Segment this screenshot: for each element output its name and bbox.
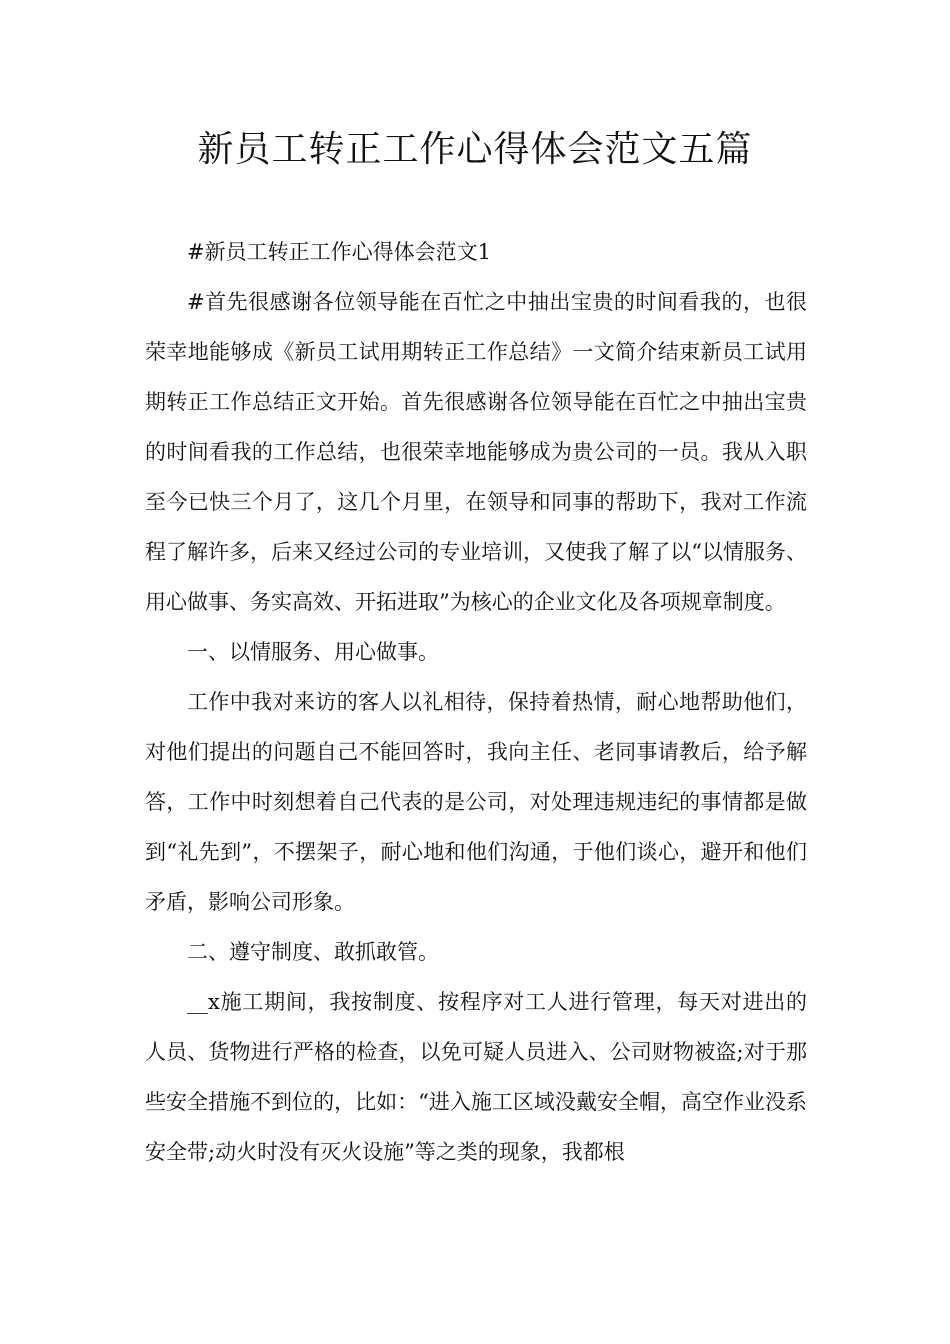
- document-title: 新员工转正工作心得体会范文五篇: [197, 129, 753, 170]
- section-heading-2: 二、遵守制度、敢抓敢管。: [187, 940, 439, 964]
- paragraph-section-1: 工作中我对来访的客人以礼相待，保持着热情，耐心地帮助他们，对他们提出的问题自己不能回答时，我向主任、老同事请教后，给予解答，工作中时刻想着自己代表的是公司，对处理违规违纪的事情都是做到“礼先到”，不摆架子，耐心地和他们沟通，于他们谈心，避开和他们矛盾，影响公司形象。: [145, 690, 807, 914]
- document-body: [145, 227, 807, 1177]
- section-heading-1: 一、以情服务、用心做事。: [187, 640, 439, 664]
- paragraph-heading-1: #新员工转正工作心得体会范文1: [187, 240, 491, 264]
- paragraph-intro: #首先很感谢各位领导能在百忙之中抽出宝贵的时间看我的，也很荣幸地能够成《新员工试用期转正工作总结》一文简介结束新员工试用期转正工作总结正文开始。首先很感谢各位领导能在百忙之中抽出宝贵的时间看我的工作总结，也很荣幸地能够成为贵公司的一员。我从入职至今已快三个月了，这几个月里，在领导和同事的帮助下，我对工作流程了解许多，后来又经过公司的专业培训，又使我了解了以“以情服务、用心做事、务实高效、开拓进取”为核心的企业文化及各项规章制度。: [145, 290, 807, 614]
- paragraph-section-2: __x施工期间，我按制度、按程序对工人进行管理，每天对进出的人员、货物进行严格的检查，以免可疑人员进入、公司财物被盗;对于那些安全措施不到位的，比如：“进入施工区域没戴安全帽，高空作业没系安全带;动火时没有灭火设施”等之类的现象，我都根: [145, 990, 807, 1164]
